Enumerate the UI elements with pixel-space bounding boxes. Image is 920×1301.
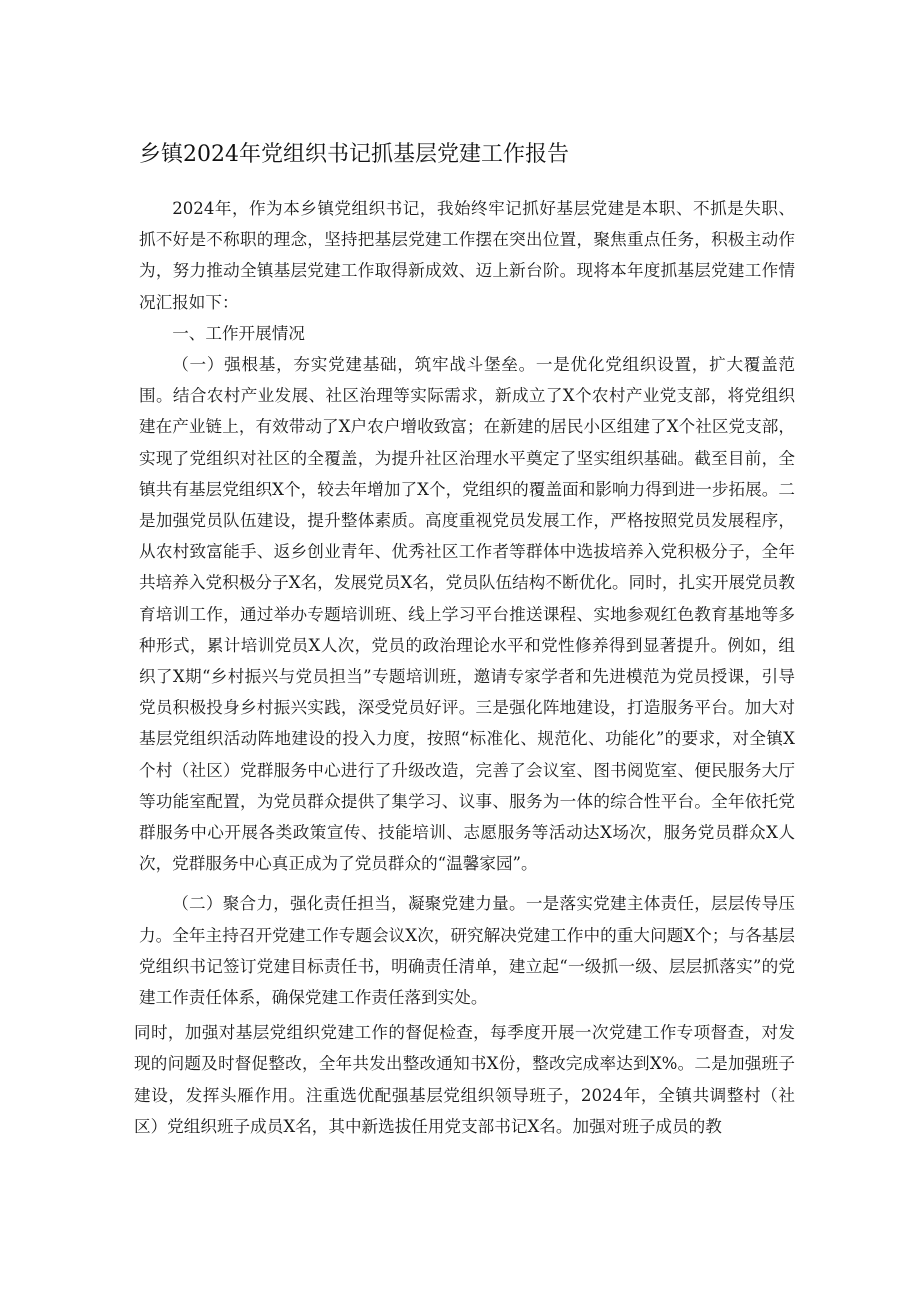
paragraph-continuation: 同时，加强对基层党组织党建工作的督促检查，每季度开展一次党建工作专项督查，对发现的问题及时督促整改，全年共发出整改通知书X份，整改完成率达到X%。二是加强班子建设，发挥头雁作用。注重选优配强基层党组织领导班子，2024年，全镇共调整村（社区）党组织班子成员X名，其中新选拔任用党支部书记X名。加强对班子成员的教	[134, 1023, 795, 1136]
paragraph-part-one: （一）强根基，夯实党建基础，筑牢战斗堡垒。一是优化党组织设置，扩大覆盖范围。结合农村产业发展、社区治理等实际需求，新成立了X个农村产业党支部，将党组织建在产业链上，有效带动了X户农户增收致富；在新建的居民小区组建了X个社区党支部，实现了党组织对社区的全覆盖，为提升社区治理水平奠定了坚实组织基础。截至目前，全镇共有基层党组织X个，较去年增加了X个，党组织的覆盖面和影响力得到进一步拓展。二是加强党员队伍建设，提升整体素质。高度重视党员发展工作，严格按照党员发展程序，从农村致富能手、返乡创业青年、优秀社区工作者等群体中选拔培养入党积极分子，全年共培养入党积极分子X名，发展党员X名，党员队伍结构不断优化。同时，扎实开展党员教育培训工作，通过举办专题培训班、线上学习平台推送课程、实地参观红色教育基地等多种形式，累计培训党员X人次，党员的政治理论水平和党性修养得到显著提升。例如，组织了X期“乡村振兴与党员担当”专题培训班，邀请专家学者和先进模范为党员授课，引导党员积极投身乡村振兴实践，深受党员好评。三是强化阵地建设，打造服务平台。加大对基层党组织活动阵地建设的投入力度，按照“标准化、规范化、功能化”的要求，对全镇X个村（社区）党群服务中心进行了升级改造，完善了会议室、图书阅览室、便民服务大厅等功能室配置，为党员群众提供了集学习、议事、服务为一体的综合性平台。全年依托党群服务中心开展各类政策宣传、技能培训、志愿服务等活动达X场次，服务党员群众X人次，党群服务中心真正成为了党员群众的“温馨家园”。	[139, 355, 795, 874]
document-body	[134, 193, 795, 1142]
section-heading: 一、工作开展情况	[172, 323, 305, 343]
paragraph-part-two: （二）聚合力，强化责任担当，凝聚党建力量。一是落实党建主体责任，层层传导压力。全年主持召开党建工作专题会议X次，研究解决党建工作中的重大问题X个；与各基层党组织书记签订党建目标责任书，明确责任清单，建立起“一级抓一级、层层抓落实”的党建工作责任体系，确保党建工作责任落到实处。	[139, 894, 795, 1008]
paragraph-intro: 2024年，作为本乡镇党组织书记，我始终牢记抓好基层党建是本职、不抓是失职、抓不好是不称职的理念，坚持把基层党建工作摆在突出位置，聚焦重点任务，积极主动作为，努力推动全镇基层党建工作取得新成效、迈上新台阶。现将本年度抓基层党建工作情况汇报如下：	[139, 199, 795, 312]
document-title: 乡镇2024年党组织书记抓基层党建工作报告	[139, 142, 569, 167]
